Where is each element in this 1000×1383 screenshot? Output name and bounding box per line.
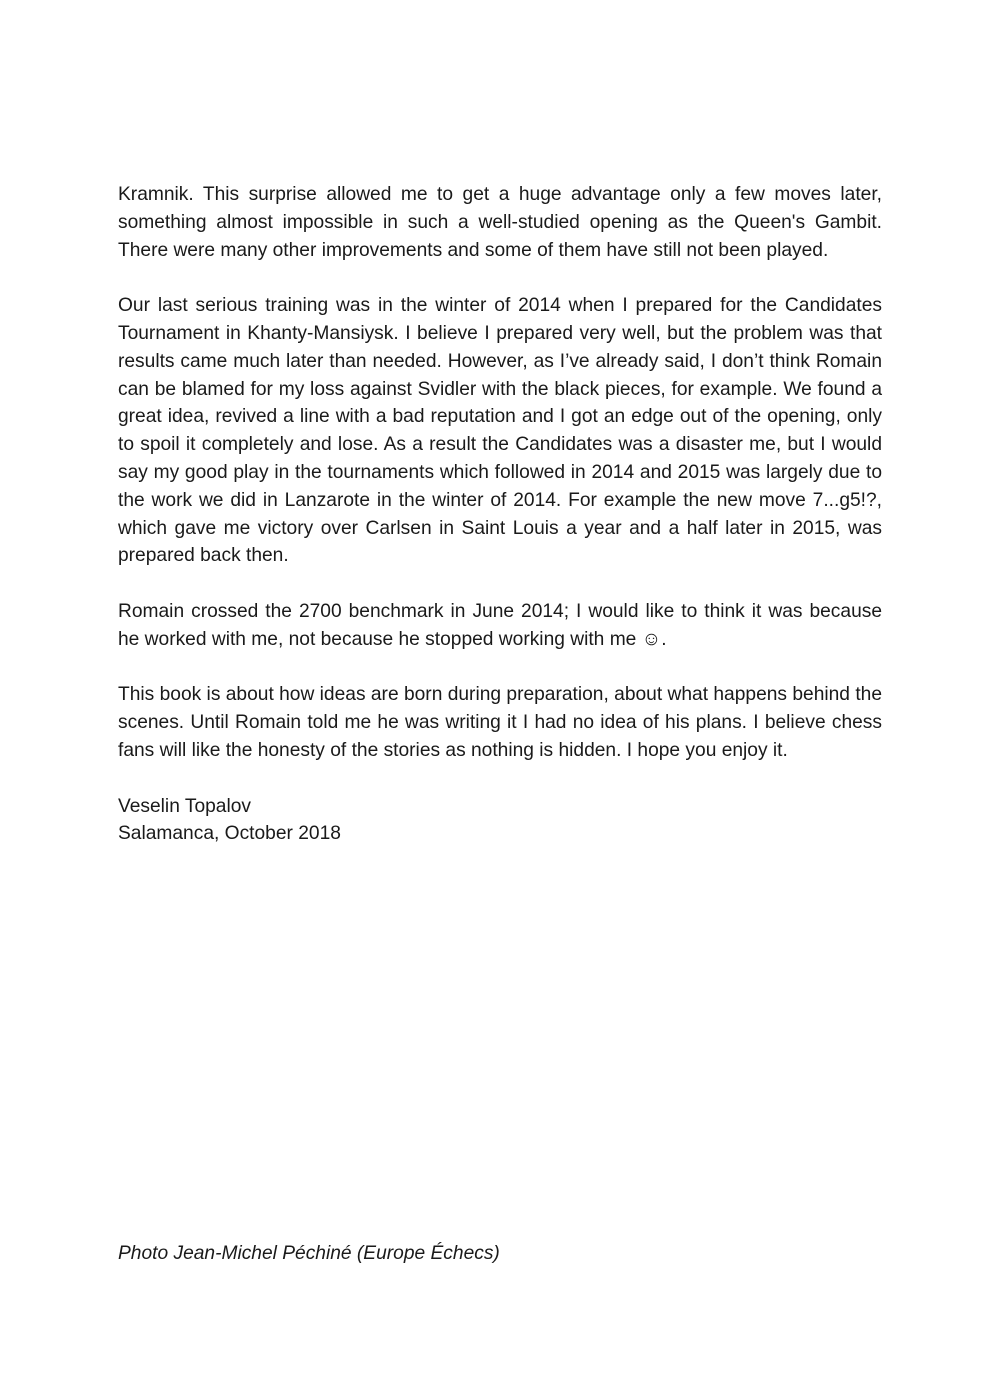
- paragraph-about-book: This book is about how ideas are born during preparation, about what happens behind the scenes. Until Romain told me he was writing it I had no idea of his plans. I believe chess fans will like the honesty of the stories as nothing is hidden. I hope you enjoy it.: [118, 684, 882, 761]
- paragraph-2700-benchmark: Romain crossed the 2700 benchmark in June 2014; I would like to think it was because he worked with me, not because he stopped working with me ☺.: [118, 600, 882, 650]
- paragraph-kramnik-surprise: Kramnik. This surprise allowed me to get a huge advantage only a few moves later, something almost impossible in such a well-studied opening as the Queen's Gambit. There were many other improvements and some of them have still not been played.: [118, 184, 882, 261]
- signature-place-date: Salamanca, October 2018: [118, 823, 341, 845]
- photo-credit: Photo Jean-Michel Péchiné (Europe Échecs): [118, 1243, 500, 1264]
- signature-block: [118, 793, 882, 849]
- body-text: [118, 181, 882, 848]
- paragraph-last-training: Our last serious training was in the winter of 2014 when I prepared for the Candidates Tournament in Khanty-Mansiysk. I believe I prepared very well, but the problem was that results came much later than needed. However, as I’ve already said, I don’t think Romain can be blamed for my loss against Svidler with the black pieces, for example. We found a great idea, revived a line with a bad reputation and I got an edge out of the opening, only to spoil it completely and lose. As a result the Candidates was a disaster me, but I would say my good play in the tournaments which followed in 2014 and 2015 was largely due to the work we did in Lanzarote in the winter of 2014. For example the new move 7...g5!?, which gave me victory over Carlsen in Saint Louis a year and a half later in 2015, was prepared back then.: [118, 295, 882, 567]
- signature-name: Veselin Topalov: [118, 795, 251, 817]
